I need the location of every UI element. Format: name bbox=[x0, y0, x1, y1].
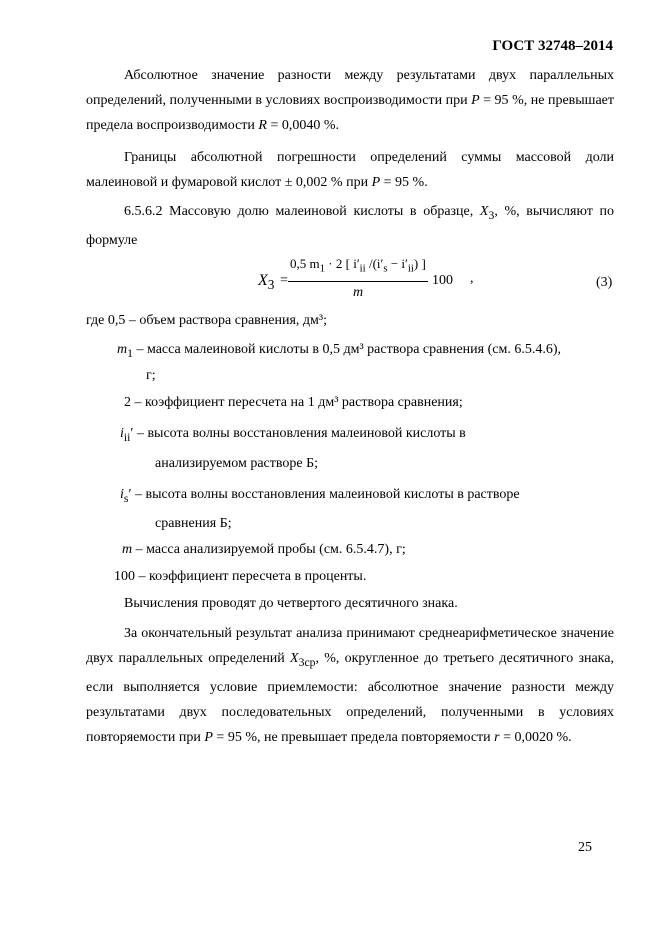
fraction-bar bbox=[288, 281, 428, 282]
legend-line-4-cont: анализируемом растворе Б; bbox=[155, 456, 319, 471]
legend-line-5: $i_s'$ – высота волны восстановления малеиновой кислоты в растворе bbox=[120, 487, 520, 505]
paragraph-clause-6-5-6-2: 6.5.6.2 Массовую долю малеиновой кислоты в образце, $X_3$, %, вычисляют по формуле bbox=[86, 204, 614, 248]
legend-line-7: 100 – коэффициент пересчета в проценты. bbox=[114, 569, 367, 584]
legend-line-2: $m_1$ – масса малеиновой кислоты в 0,5 дм³ раствора сравнения (см. 6.5.4.6), bbox=[117, 342, 561, 360]
formula-denominator: m bbox=[353, 285, 364, 300]
legend-line-6: m – масса анализируемой пробы (см. 6.5.4.7), г; bbox=[122, 542, 406, 557]
legend-line-1: где 0,5 – объем раствора сравнения, дм³; bbox=[86, 313, 327, 328]
paragraph-error-bounds: Границы абсолютной погрешности определений суммы массовой доли малеиновой и фумаровой кислот ± 0,002 % при P = 95 %. bbox=[86, 150, 614, 190]
paragraph-reproducibility: Абсолютное значение разности между результатами двух параллельных определений, полученными в условиях воспроизводимости при P = 95 %, не превышает предела воспроизводимости R = 0,0040 %. bbox=[86, 68, 615, 133]
paragraph-calculation-precision: Вычисления проводят до четвертого десятичного знака. bbox=[124, 596, 458, 611]
formula-number: (3) bbox=[596, 275, 613, 290]
legend-line-5-cont: сравнения Б; bbox=[155, 516, 232, 531]
document-header: ГОСТ 32748–2014 bbox=[492, 38, 613, 54]
formula-numerator: 0,5 $m_1 \cdot 2$ [ $i'_{ii}$ $/(i'_s - i'_{ii})$ ] bbox=[290, 256, 426, 275]
paragraph-final-result: За окончательный результат анализа принимают среднеарифметическое значение двух параллельных определений $X_{3ср}$, %, округленное до третьего десятичного знака, если выполняется условие приемлемости: абсолютное значение разности между результатами двух последовательных определений, полученными в условиях повторяемости при P = 95 %, не превышает предела повторяемости r = 0,0020 %. bbox=[86, 626, 614, 745]
legend-line-3: 2 – коэффициент пересчета на 1 дм³ раствора сравнения; bbox=[124, 395, 463, 410]
legend-line-2-cont: г; bbox=[146, 368, 156, 383]
page-number: 25 bbox=[578, 840, 592, 855]
legend-line-4: $i_{ii}'$ – высота волны восстановления малеиновой кислоты в bbox=[120, 426, 466, 444]
